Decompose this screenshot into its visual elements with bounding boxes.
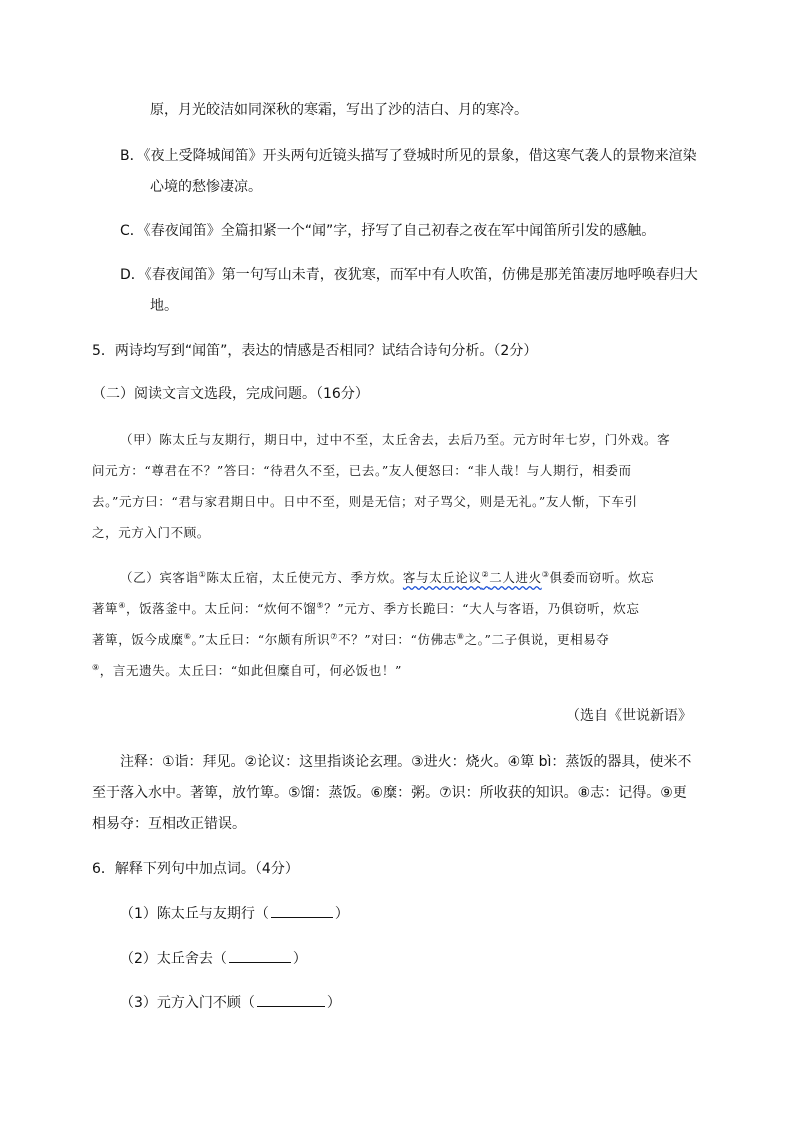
answer-blank[interactable] (257, 991, 325, 1007)
option-c: C．《春夜闻笛》全篇扣紧一个“闻”字，抒写了自己初春之夜在军中闻笛所引发的感触。 (120, 223, 656, 239)
footnote-marker: ④ (118, 600, 126, 610)
passage-yi-line-1 (120, 568, 654, 588)
close-paren: ） (326, 995, 341, 1011)
text: 之。”二子俱说，更相易夺 (464, 632, 610, 647)
answer-blank[interactable] (229, 947, 291, 963)
question-6: 6．解释下列句中加点词。（4分） (92, 861, 299, 877)
text: 。”太丘曰：“尔颇有所识 (191, 632, 331, 647)
question-5: 5．两诗均写到“闻笛”，表达的情感是否相同？试结合诗句分析。（2分） (92, 343, 538, 359)
passage-yi-line-4 (92, 661, 402, 681)
notes-line-3: 相易夺：互相改正错误。 (92, 816, 246, 832)
question-6-item-1 (120, 902, 349, 924)
footnote-marker: ⑧ (456, 631, 465, 641)
passage-jia-line-1: （甲）陈太丘与友期行，期日中，过中不至，太丘舍去，去后乃至。元方时年七岁，门外戏。客 (120, 432, 671, 447)
text: 陈太丘宿，太丘使元方、季方炊。 (206, 570, 403, 585)
option-b-line-2: 心境的愁惨凄凉。 (150, 179, 262, 195)
footnote-marker: ⑤ (316, 600, 325, 610)
answer-blank[interactable] (271, 902, 333, 918)
footnote-marker: ① (198, 569, 207, 579)
option-b-line-1: B．《夜上受降城闻笛》开头两句近镜头描写了登城时所见的景象，借这寒气袭人的景物来渲染 (120, 148, 697, 164)
source-citation: （选自《世说新语》 (566, 708, 692, 724)
item-text: （2）太丘舍去（ (120, 951, 227, 967)
passage-jia-line-3: 去。”元方曰：“君与家君期日中。日中不至，则是无信；对子骂父，则是无礼。”友人惭，下车引 (92, 494, 638, 509)
footnote-marker: ③ (541, 569, 550, 579)
text: ？”元方、季方长跪曰：“大人与客语，乃俱窃听，炊忘 (324, 601, 640, 616)
footnote-marker: ⑥ (183, 631, 192, 641)
question-6-item-2 (120, 947, 307, 969)
passage-jia-line-2: 问元方：“尊君在不？”答曰：“待君久不至，已去。”友人便怒曰：“非人哉！与人期行，相委而 (92, 463, 632, 478)
passage-yi-line-3 (92, 630, 609, 650)
item-text: （1）陈太丘与友期行（ (120, 906, 269, 922)
option-d-line-1: D．《春夜闻笛》第一句写山未青，夜犹寒，而军中有人吹笛，仿佛是那羌笛凄厉地呼唤春归大 (120, 267, 698, 283)
wavy-underlined-text: 客与太丘论议②二人进火 (402, 569, 542, 585)
footnote-marker: ⑨ (92, 662, 100, 672)
notes-line-1: 注释：①诣：拜见。②论议：这里指谈论玄理。③进火：烧火。④箄 bì：蒸饭的器具，使米不 (120, 754, 692, 770)
close-paren: ） (292, 951, 307, 967)
option-d-line-2: 地。 (150, 298, 178, 314)
section-2-heading: （二）阅读文言文选段，完成问题。（16分） (92, 386, 369, 402)
passage-yi-line-2 (92, 599, 639, 619)
notes-line-2: 至于落入水中。著箄，放竹箄。⑤馏：蒸饭。⑥糜：粥。⑦识：所收获的知识。⑧志：记得。⑨更 (92, 785, 687, 801)
text: 著箄 (92, 601, 119, 616)
item-text: （3）元方入门不顾（ (120, 995, 255, 1011)
text: 著箄，饭今成糜 (92, 632, 184, 647)
text: ，言无遗失。太丘曰：“如此但糜自可，何必饭也！” (99, 663, 402, 678)
text: （乙）宾客诣 (120, 570, 199, 585)
text: 不？”对曰：“仿佛志 (338, 632, 457, 647)
footnote-marker: ⑦ (330, 631, 338, 641)
question-6-item-3 (120, 991, 341, 1013)
passage-jia-line-4: 之，元方入门不顾。 (92, 525, 210, 540)
text: 俱委而窃听。炊忘 (549, 570, 655, 585)
close-paren: ） (334, 906, 349, 922)
option-a-continuation: 原，月光皎洁如同深秋的寒霜，写出了沙的洁白、月的寒冷。 (150, 102, 528, 118)
text: ，饭落釜中。太丘问：“炊何不馏 (125, 601, 317, 616)
